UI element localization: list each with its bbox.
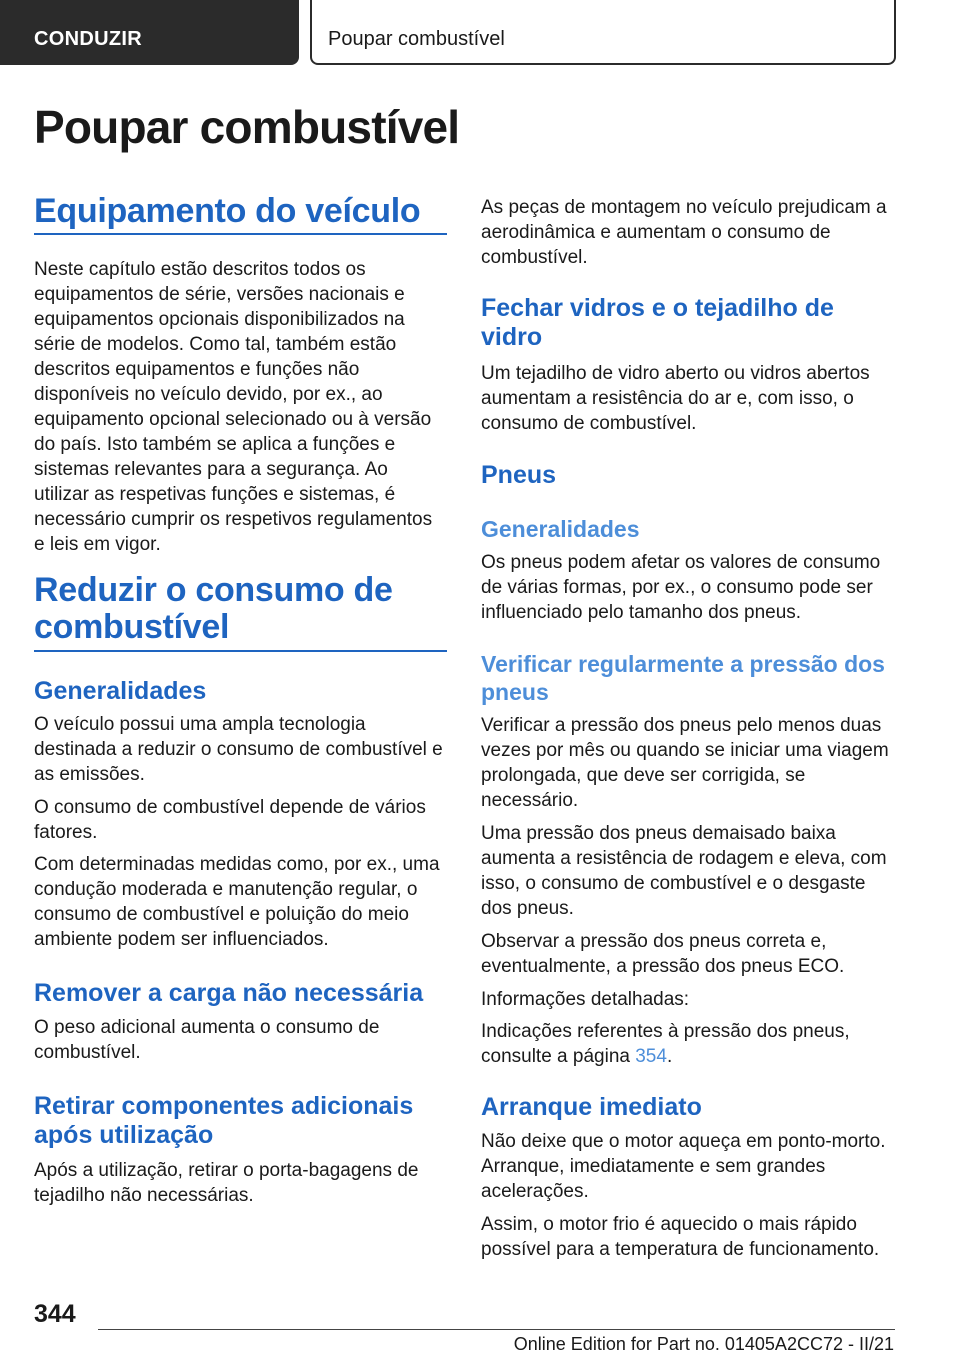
heading-rule <box>34 233 447 235</box>
start-paragraph-2: Assim, o motor frio é aquecido o mais rápido possível para a temperatura de funcionamento. <box>481 1214 880 1260</box>
section-label: CONDUZIR <box>34 28 142 50</box>
page-title: Poupar combustível <box>34 101 460 153</box>
general-paragraph-1: O veículo possui uma ampla tecnologia destinada a reduzir o consumo de combustível e as emissões. <box>34 714 443 785</box>
page-link-354[interactable]: 354 <box>635 1046 667 1067</box>
general-paragraph-2: O consumo de combustível depende de vários fatores. <box>34 797 426 843</box>
remove-load-text: O peso adicional aumenta o consumo de combustível. <box>34 1017 380 1063</box>
heading-check-pressure: Verificar regularmente a pressão dos pneus <box>481 651 885 705</box>
general-paragraph-3: Com determinadas medidas como, por ex., uma condução moderada e manutenção regular, o consumo de combustível e poluição do meio ambiente podem ser influenciados. <box>34 854 440 950</box>
heading-rule <box>34 650 447 652</box>
section-tab <box>0 0 299 65</box>
footer-rule <box>98 1329 895 1330</box>
heading-general: Generalidades <box>34 677 207 705</box>
pressure-paragraph-3: Observar a pressão dos pneus correta e, eventualmente, a pressão dos pneus ECO. <box>481 931 845 977</box>
heading-remove-components: Retirar componentes adicionais após utilização <box>34 1092 414 1149</box>
pressure-paragraph-1: Verificar a pressão dos pneus pelo menos duas vezes por mês ou quando se iniciar uma viagem prolongada, que deve ser corrigida, se necessário. <box>481 715 889 811</box>
heading-immediate-start: Arranque imediato <box>481 1093 702 1121</box>
chapter-tab <box>310 0 896 65</box>
heading-remove-load: Remover a carga não necessária <box>34 979 424 1007</box>
pressure-paragraph-4: Informações detalhadas: <box>481 989 690 1010</box>
equipment-text: Neste capítulo estão descritos todos os equipamentos de série, versões nacionais e equipamentos opcionais disponibilizados na série de modelos. Como tal, também estão descritos equipamentos e funções não disponíveis no veículo devido, por ex., ao equipamento opcional selecionado ou à versão do país. Isto também se aplica a funções e sistemas relevantes para a segurança. Ao utilizar as respetivas funções e sistemas, é necessário cumprir os respetivos regulamentos e leis em vigor. <box>34 259 433 555</box>
heading-reduce-consumption: Reduzir o consumo de combustível <box>34 571 393 646</box>
pressure-paragraph-2: Uma pressão dos pneus demaisado baixa aumenta a resistência de rodagem e eleva, com isso, o consumo de combustível e o desgaste dos pneus. <box>481 823 887 919</box>
pressure-ref-end: . <box>666 1046 673 1067</box>
close-windows-text: Um tejadilho de vidro aberto ou vidros abertos aumentam a resistência do ar e, com isso, o consumo de combustível. <box>481 363 870 434</box>
pressure-ref-text: Indicações referentes à pressão dos pneus, consulte a página <box>481 1021 850 1067</box>
tyres-general-text: Os pneus podem afetar os valores de consumo de várias formas, por ex., o consumo pode ser influenciado pelo tamanho dos pneus. <box>481 552 881 623</box>
heading-tyres-general: Generalidades <box>481 516 640 542</box>
pressure-paragraph-5 <box>481 1019 895 1069</box>
remove-components-text: Após a utilização, retirar o porta-bagagens de tejadilho não necessárias. <box>34 1160 419 1206</box>
footer-edition: Online Edition for Part no. 01405A2CC72 - II/21 <box>513 1334 894 1354</box>
start-paragraph-1: Não deixe que o motor aqueça em ponto-morto. Arranque, imediatamente e sem grandes acelerações. <box>481 1131 886 1202</box>
chapter-label: Poupar combustível <box>328 28 505 50</box>
heading-tyres: Pneus <box>481 461 557 489</box>
page-number: 344 <box>34 1300 76 1328</box>
heading-equipment: Equipamento do veículo <box>34 192 421 230</box>
heading-close-windows: Fechar vidros e o tejadilho de vidro <box>481 294 834 351</box>
mounting-parts-text: As peças de montagem no veículo prejudicam a aerodinâmica e aumentam o consumo de combustível. <box>481 197 887 268</box>
